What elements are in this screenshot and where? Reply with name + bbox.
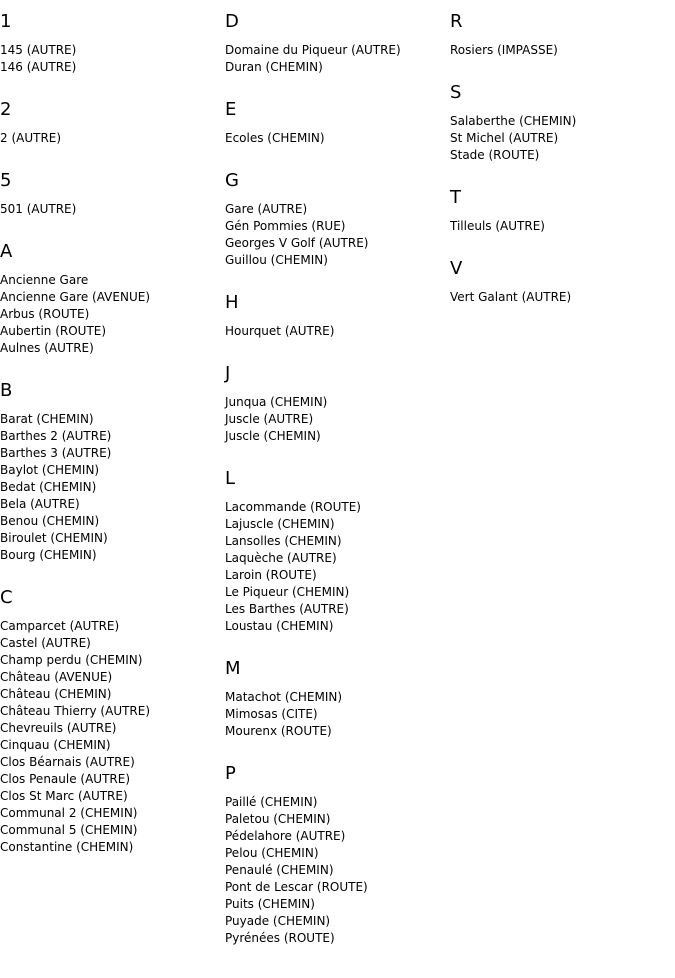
street-item: Benou (CHEMIN) <box>0 514 100 528</box>
street-item: Juscle (AUTRE) <box>225 412 314 426</box>
street-item: Laroin (ROUTE) <box>225 568 317 582</box>
street-item: 2 (AUTRE) <box>0 131 62 145</box>
street-item: Arbus (ROUTE) <box>0 307 90 321</box>
group-letter-heading: H <box>225 292 239 313</box>
street-item: Clos Penaule (AUTRE) <box>0 772 131 786</box>
street-item: Hourquet (AUTRE) <box>225 324 335 338</box>
street-item: Junqua (CHEMIN) <box>225 395 328 409</box>
street-item: Mimosas (CITE) <box>225 707 318 721</box>
street-item: Pelou (CHEMIN) <box>225 846 319 860</box>
letter-group <box>225 293 445 340</box>
index-column-1 <box>0 12 220 880</box>
street-list <box>0 411 220 564</box>
letter-group <box>0 381 220 564</box>
street-item: Lajuscle (CHEMIN) <box>225 517 335 531</box>
street-item: Cinquau (CHEMIN) <box>0 738 111 752</box>
letter-group <box>225 764 445 947</box>
group-letter-heading: G <box>225 170 239 191</box>
street-item: 146 (AUTRE) <box>0 60 77 74</box>
letter-group <box>0 588 220 856</box>
street-item: Ecoles (CHEMIN) <box>225 131 325 145</box>
group-letter-heading: V <box>450 258 463 279</box>
group-letter-heading: 5 <box>0 170 12 191</box>
group-letter-heading: J <box>225 363 231 384</box>
group-letter-heading: M <box>225 658 241 679</box>
letter-group <box>0 100 220 147</box>
street-item: Lacommande (ROUTE) <box>225 500 361 514</box>
street-item: Champ perdu (CHEMIN) <box>0 653 143 667</box>
street-list <box>0 130 220 147</box>
street-item: Tilleuls (AUTRE) <box>450 219 545 233</box>
letter-group <box>225 364 445 445</box>
letter-group <box>450 259 670 306</box>
street-item: Laquèche (AUTRE) <box>225 551 337 565</box>
street-list <box>225 689 445 740</box>
street-item: Puyade (CHEMIN) <box>225 914 331 928</box>
street-list <box>450 289 670 306</box>
street-list <box>225 499 445 635</box>
street-item: Camparcet (AUTRE) <box>0 619 120 633</box>
street-list <box>225 794 445 947</box>
street-item: Castel (AUTRE) <box>0 636 91 650</box>
street-list <box>225 130 445 147</box>
letter-group <box>450 12 670 59</box>
street-item: 501 (AUTRE) <box>0 202 77 216</box>
street-list <box>450 113 670 164</box>
street-item: Barthes 3 (AUTRE) <box>0 446 112 460</box>
street-item: Chevreuils (AUTRE) <box>0 721 117 735</box>
street-list <box>450 42 670 59</box>
letter-group <box>0 171 220 218</box>
street-item: Pont de Lescar (ROUTE) <box>225 880 368 894</box>
group-letter-heading: R <box>450 11 463 32</box>
street-item: Barthes 2 (AUTRE) <box>0 429 112 443</box>
street-item: Biroulet (CHEMIN) <box>0 531 108 545</box>
letter-group <box>225 469 445 635</box>
street-item: 145 (AUTRE) <box>0 43 77 57</box>
street-item: Bourg (CHEMIN) <box>0 548 97 562</box>
letter-group <box>450 83 670 164</box>
group-letter-heading: D <box>225 11 239 32</box>
street-item: Aulnes (AUTRE) <box>0 341 94 355</box>
street-item: Communal 5 (CHEMIN) <box>0 823 138 837</box>
street-item: Constantine (CHEMIN) <box>0 840 134 854</box>
street-item: Clos Béarnais (AUTRE) <box>0 755 135 769</box>
index-column-3 <box>450 12 670 330</box>
letter-group <box>225 171 445 269</box>
street-item: Paletou (CHEMIN) <box>225 812 331 826</box>
street-list <box>225 394 445 445</box>
street-item: Juscle (CHEMIN) <box>225 429 321 443</box>
letter-group <box>225 659 445 740</box>
street-item: Vert Galant (AUTRE) <box>450 290 572 304</box>
street-item: Lansolles (CHEMIN) <box>225 534 342 548</box>
street-item: Duran (CHEMIN) <box>225 60 323 74</box>
letter-group <box>0 242 220 357</box>
street-item: Georges V Golf (AUTRE) <box>225 236 369 250</box>
street-list <box>0 272 220 357</box>
street-item: Pédelahore (AUTRE) <box>225 829 346 843</box>
index-column-2 <box>225 12 445 971</box>
street-item: Le Piqueur (CHEMIN) <box>225 585 350 599</box>
street-item: Puits (CHEMIN) <box>225 897 315 911</box>
street-item: Matachot (CHEMIN) <box>225 690 343 704</box>
street-list <box>0 201 220 218</box>
letter-group <box>225 100 445 147</box>
street-item: Salaberthe (CHEMIN) <box>450 114 577 128</box>
street-item: Bedat (CHEMIN) <box>0 480 97 494</box>
street-list <box>450 218 670 235</box>
street-list <box>225 323 445 340</box>
street-item: Barat (CHEMIN) <box>0 412 94 426</box>
street-list <box>0 618 220 856</box>
group-letter-heading: L <box>225 468 236 489</box>
street-item: Domaine du Piqueur (AUTRE) <box>225 43 401 57</box>
street-list <box>0 42 220 76</box>
street-item: Communal 2 (CHEMIN) <box>0 806 138 820</box>
street-list <box>225 201 445 269</box>
group-letter-heading: C <box>0 587 13 608</box>
street-item: Stade (ROUTE) <box>450 148 540 162</box>
street-item: Penaulé (CHEMIN) <box>225 863 334 877</box>
street-item: Ancienne Gare <box>0 273 89 287</box>
street-item: Baylot (CHEMIN) <box>0 463 100 477</box>
street-item: Gare (AUTRE) <box>225 202 308 216</box>
street-item: Clos St Marc (AUTRE) <box>0 789 128 803</box>
letter-group <box>0 12 220 76</box>
street-item: Guillou (CHEMIN) <box>225 253 328 267</box>
street-item: Château (AVENUE) <box>0 670 113 684</box>
letter-group <box>225 12 445 76</box>
group-letter-heading: S <box>450 82 462 103</box>
letter-group <box>450 188 670 235</box>
street-item: Bela (AUTRE) <box>0 497 80 511</box>
street-item: Les Barthes (AUTRE) <box>225 602 349 616</box>
street-list <box>225 42 445 76</box>
street-item: Pyrénées (ROUTE) <box>225 931 335 945</box>
street-item: Gén Pommies (RUE) <box>225 219 346 233</box>
street-item: Aubertin (ROUTE) <box>0 324 107 338</box>
group-letter-heading: 2 <box>0 99 12 120</box>
street-item: Rosiers (IMPASSE) <box>450 43 558 57</box>
street-item: Château (CHEMIN) <box>0 687 112 701</box>
group-letter-heading: 1 <box>0 11 12 32</box>
group-letter-heading: B <box>0 380 13 401</box>
street-item: Paillé (CHEMIN) <box>225 795 318 809</box>
street-item: Ancienne Gare (AVENUE) <box>0 290 150 304</box>
group-letter-heading: P <box>225 763 236 784</box>
street-item: Château Thierry (AUTRE) <box>0 704 151 718</box>
street-item: Loustau (CHEMIN) <box>225 619 334 633</box>
street-item: Mourenx (ROUTE) <box>225 724 332 738</box>
street-item: St Michel (AUTRE) <box>450 131 559 145</box>
group-letter-heading: E <box>225 99 237 120</box>
group-letter-heading: A <box>0 241 13 262</box>
group-letter-heading: T <box>450 187 461 208</box>
